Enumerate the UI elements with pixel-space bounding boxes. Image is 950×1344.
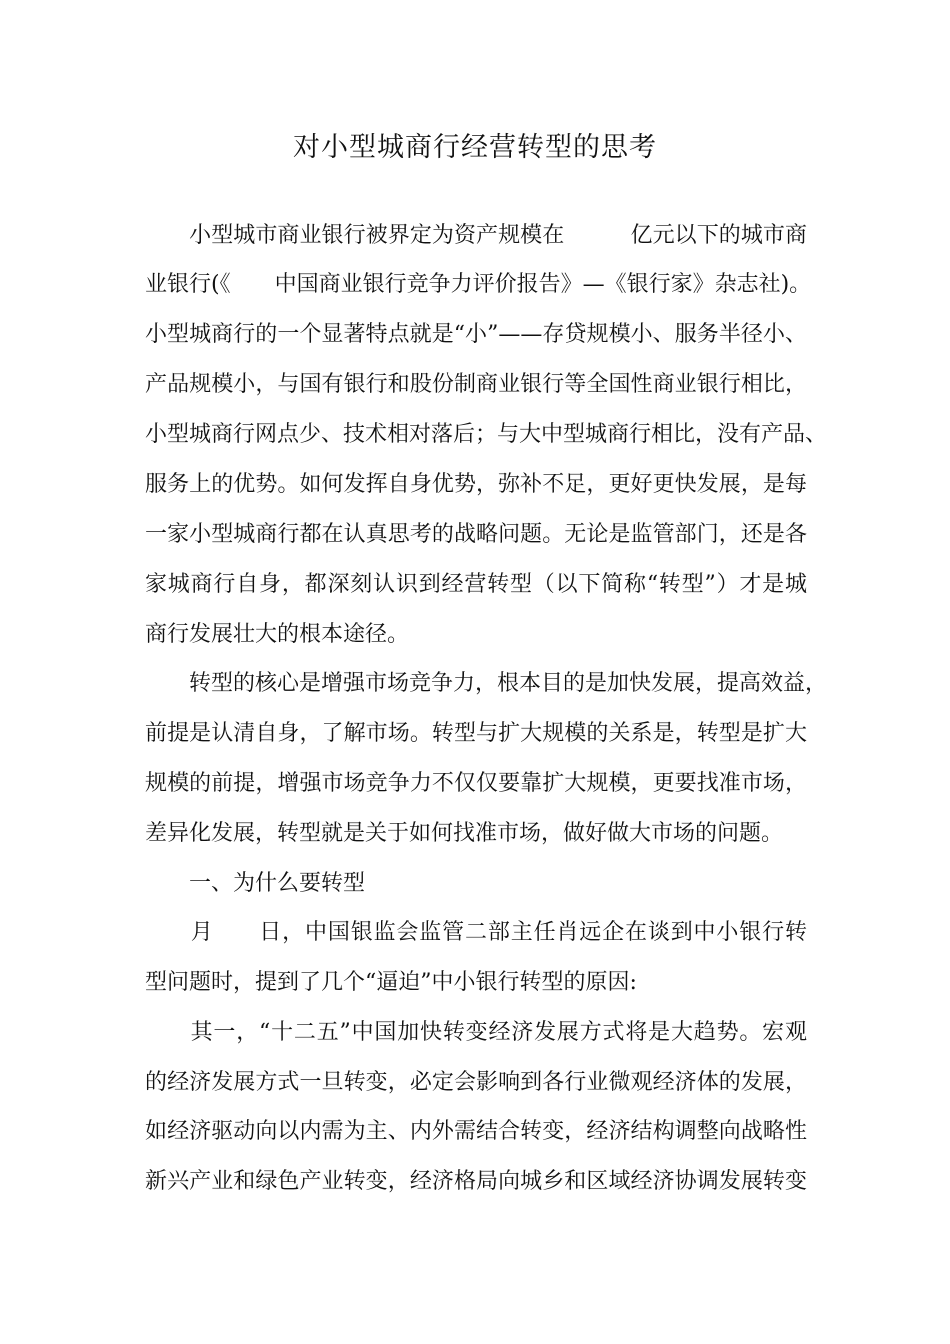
paragraph-line: 新兴产业和绿色产业转变，经济格局向城乡和区域经济协调发展转变 <box>145 1169 807 1194</box>
paragraph-line: 业银行(《 中国商业银行竞争力评价报告》—《银行家》杂志社)。 <box>145 272 812 297</box>
section-heading: 一、为什么要转型 <box>145 871 366 896</box>
paragraph-line: 产品规模小，与国有银行和股份制商业银行等全国性商业银行相比， <box>145 372 807 397</box>
paragraph-line: 小型城商行的一个显著特点就是“小”——存贷规模小、服务半径小、 <box>145 322 807 347</box>
paragraph-line: 小型城市商业银行被界定为资产规模在 亿元以下的城市商 <box>145 223 807 248</box>
paragraph-line: 型问题时，提到了几个“逼迫”中小银行转型的原因: <box>145 970 637 995</box>
paragraph-line: 转型的核心是增强市场竞争力，根本目的是加快发展，提高效益， <box>145 671 828 696</box>
paragraph-line: 如经济驱动向以内需为主、内外需结合转变，经济结构调整向战略性 <box>145 1119 807 1144</box>
paragraph-line: 一家小型城商行都在认真思考的战略问题。无论是监管部门，还是各 <box>145 522 807 547</box>
document-title: 对小型城商行经营转型的思考 <box>293 132 657 163</box>
paragraph-line: 规模的前提，增强市场竞争力不仅仅要靠扩大规模，更要找准市场， <box>145 771 807 796</box>
paragraph-line: 其一，“十二五”中国加快转变经济发展方式将是大趋势。宏观 <box>145 1020 807 1045</box>
paragraph-line: 商行发展壮大的根本途径。 <box>145 622 410 647</box>
paragraph-line: 前提是认清自身，了解市场。转型与扩大规模的关系是，转型是扩大 <box>145 721 807 746</box>
paragraph-line: 差异化发展，转型就是关于如何找准市场，做好做大市场的问题。 <box>145 821 784 846</box>
paragraph-line: 月 日，中国银监会监管二部主任肖远企在谈到中小银行转 <box>145 920 807 945</box>
paragraph-line: 小型城商行网点少、技术相对落后；与大中型城商行相比，没有产品、 <box>145 422 828 447</box>
paragraph-line: 的经济发展方式一旦转变，必定会影响到各行业微观经济体的发展， <box>145 1070 807 1095</box>
paragraph-line: 家城商行自身，都深刻认识到经营转型（以下简称“转型”）才是城 <box>145 572 807 597</box>
paragraph-line: 服务上的优势。如何发挥自身优势，弥补不足，更好更快发展，是每 <box>145 472 807 497</box>
